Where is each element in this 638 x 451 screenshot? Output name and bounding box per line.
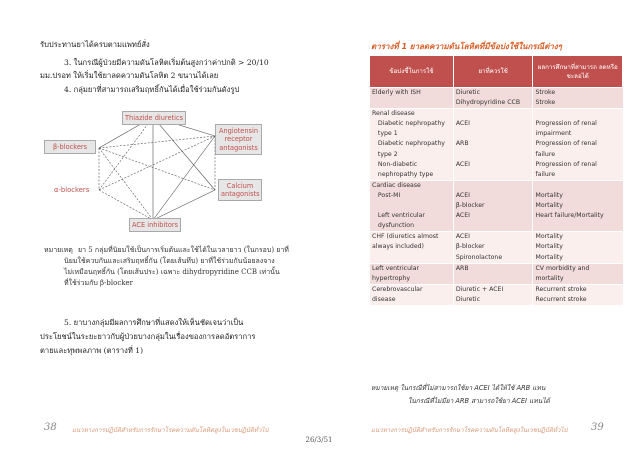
table-cell: disease xyxy=(370,295,454,305)
drug-combination-diagram xyxy=(40,108,286,234)
table-cell: Stroke xyxy=(533,88,623,99)
table-row xyxy=(370,295,623,305)
footer-text: แนวทางการปฏิบัติสำหรับการรักษาโรคความดันโลหิตสูงในเวชปฏิบัติทั่วไป xyxy=(371,427,568,434)
column-header: ข้อบ่งชี้ในการใช้ xyxy=(370,56,454,88)
table-body xyxy=(370,88,623,305)
beta-blockers-node: β-blockers xyxy=(44,140,96,154)
table-row xyxy=(370,109,623,120)
table-title: ตารางที่ 1 ยาลดความดันโลหิตที่มีข้อบ่งใช้ในกรณีต่างๆ xyxy=(371,42,562,51)
angiotensin-receptor-antagonists-node xyxy=(215,124,262,155)
table-cell: Stroke xyxy=(533,98,623,109)
table-cell: β-blocker xyxy=(453,242,533,252)
table-cell: ACEI xyxy=(453,211,533,221)
table-cell: Recurrent stroke xyxy=(533,295,623,305)
table-cell: nephropathy type xyxy=(370,170,454,181)
table-cell xyxy=(453,129,533,139)
paragraph-line: 5. ยาบางกลุ่มมีผลการศึกษาที่แสดงให้เห็นชัดเจนว่าเป็น xyxy=(64,318,244,327)
thiazide-diuretics-node: Thiazide diuretics xyxy=(122,111,186,125)
note-line: ที่ใช้ร่วมกับ β-blocker xyxy=(64,279,133,287)
table-cell xyxy=(453,274,533,285)
column-header: ผลการศึกษาที่สามารถ ลดหรือชะลอได้ xyxy=(533,56,623,88)
table-cell: Renal disease xyxy=(370,109,454,120)
table-header-row xyxy=(370,56,623,88)
table-cell: impairment xyxy=(533,129,623,139)
table-cell: ACEI xyxy=(453,191,533,201)
paragraph-line: 3. ในกรณีผู้ป่วยมีความดันโลหิตเริ่มต้นสูงกว่าค่าปกติ > 20/10 xyxy=(64,58,269,67)
table-cell: Elderly with ISH xyxy=(370,88,454,99)
table-cell xyxy=(370,201,454,211)
table-row xyxy=(370,191,623,201)
table-cell: Progression of renal xyxy=(533,139,623,149)
table-row xyxy=(370,232,623,243)
table-cell: Left ventricular xyxy=(370,211,454,221)
print-marker: 26/3/51 xyxy=(305,436,333,444)
table-note: ในกรณีที่ไม่มียา ARB สามารถใช้ยา ACEI แทนได้ xyxy=(408,397,550,405)
table-row xyxy=(370,284,623,295)
table-cell: failure xyxy=(533,170,623,181)
table-cell: Spironolactone xyxy=(453,253,533,264)
table-cell: Recurrent stroke xyxy=(533,284,623,295)
table-cell xyxy=(453,180,533,191)
table-cell: Mortality xyxy=(533,191,623,201)
table-note: หมายเหตุ ในกรณีที่ไม่สามารถใช้ยา ACEI ได้ให้ใช้ ARB แทน xyxy=(371,384,546,392)
table-cell: Progression of renal xyxy=(533,119,623,129)
table-row xyxy=(370,129,623,139)
paragraph-line: ตายและทุพพลภาพ (ตารางที่ 1) xyxy=(40,346,144,355)
table-cell: mortality xyxy=(533,274,623,285)
paragraph-line: ประโยชน์ในระยะยาวกับผู้ป่วยบางกลุ่มในเรื่องของการลดอัตราการ xyxy=(40,332,256,341)
calcium-antagonists-node xyxy=(218,179,262,201)
node-line: antagonists xyxy=(221,190,260,198)
table-cell: hypertrophy xyxy=(370,274,454,285)
ace-inhibitors-node: ACE inhibitors xyxy=(129,218,181,232)
table-row xyxy=(370,119,623,129)
table-cell: type 2 xyxy=(370,150,454,160)
table-row xyxy=(370,211,623,221)
table-cell: Progression of renal xyxy=(533,160,623,170)
table-row xyxy=(370,201,623,211)
table-cell: Left ventricular xyxy=(370,263,454,274)
table-cell: always included) xyxy=(370,242,454,252)
right-page xyxy=(319,0,638,451)
table-cell xyxy=(533,221,623,232)
table-cell: Dihydropyridine CCB xyxy=(453,98,533,109)
table-row xyxy=(370,88,623,99)
table-cell xyxy=(453,221,533,232)
node-line: receptor xyxy=(224,135,253,143)
table-cell xyxy=(453,109,533,120)
table-row xyxy=(370,263,623,274)
table-row xyxy=(370,253,623,264)
column-header: ยาที่ควรใช้ xyxy=(453,56,533,88)
table-cell xyxy=(453,170,533,181)
table-cell: ACEI xyxy=(453,119,533,129)
alpha-blockers-node: α-blockers xyxy=(54,186,90,194)
note-line: ยา 5 กลุ่มที่นิยมใช้เป็นการเริ่มต้นและใช้ได้ในเวลายาว (ในกรอบ) ยาที่ xyxy=(78,246,289,254)
table-cell: CHF (diuretics almost xyxy=(370,232,454,243)
table-cell: Diabetic nephropathy xyxy=(370,139,454,149)
table-cell xyxy=(370,253,454,264)
table-cell: Diuretic xyxy=(453,88,533,99)
node-line: antagonists xyxy=(219,143,258,152)
table-cell: Mortality xyxy=(533,201,623,211)
page-number: 38 xyxy=(44,422,57,433)
table-cell: Diuretic + ACEI xyxy=(453,284,533,295)
table-row xyxy=(370,160,623,170)
table-row xyxy=(370,98,623,109)
table-cell xyxy=(370,98,454,109)
table-cell: type 1 xyxy=(370,129,454,139)
table-cell: ACEI xyxy=(453,232,533,243)
table-cell xyxy=(453,150,533,160)
table-cell: Mortality xyxy=(533,232,623,243)
note-label: หมายเหตุ xyxy=(44,246,73,254)
table-row xyxy=(370,150,623,160)
paragraph-line: 4. กลุ่มยาที่สามารถเสริมฤทธิ์กันได้เมื่อใช้ร่วมกันดังรูป xyxy=(64,85,240,94)
paragraph-line: รับประทานยาได้ครบตามแพทย์สั่ง xyxy=(40,40,150,49)
table-cell xyxy=(533,109,623,120)
table-row xyxy=(370,242,623,252)
table-row xyxy=(370,170,623,181)
note-line: ไม่เหมือนฤทธิ์กัน (โดยเส้นประ) เฉพาะ dihydropyridine CCB เท่านั้น xyxy=(64,268,280,276)
table-cell: CV morbidity and xyxy=(533,263,623,274)
table-cell: ARB xyxy=(453,139,533,149)
table-row xyxy=(370,180,623,191)
table-cell xyxy=(533,180,623,191)
table-row xyxy=(370,274,623,285)
table-cell: Diabetic nephropathy xyxy=(370,119,454,129)
table-cell: Diuretic xyxy=(453,295,533,305)
paragraph-line: มม.ปรอท ให้เริ่มใช้ยาลดความดันโลหิต 2 ขนานได้เลย xyxy=(40,71,219,80)
table-cell: ARB xyxy=(453,263,533,274)
table-cell: Heart failure/Mortality xyxy=(533,211,623,221)
table-cell: Mortality xyxy=(533,242,623,252)
indication-table xyxy=(369,55,623,305)
table-cell: dysfunction xyxy=(370,221,454,232)
table-cell: Non-diabetic xyxy=(370,160,454,170)
table-cell: failure xyxy=(533,150,623,160)
table-cell: Cerebrovascular xyxy=(370,284,454,295)
table-cell: Post-MI xyxy=(370,191,454,201)
table-row xyxy=(370,139,623,149)
node-line: Angiotensin xyxy=(218,126,258,135)
note-line: นิยมใช้ควบกันและเสริมฤทธิ์กัน (โดยเส้นทึบ) ยาที่ใช้ร่วมกันน้อยลงจาง xyxy=(64,257,275,265)
page-number: 39 xyxy=(591,422,604,433)
node-line: Calcium xyxy=(226,181,254,190)
table-cell: Mortality xyxy=(533,253,623,264)
table-cell: β-blocker xyxy=(453,201,533,211)
table-cell: ACEI xyxy=(453,160,533,170)
table-row xyxy=(370,221,623,232)
table-cell: Cardiac disease xyxy=(370,180,454,191)
footer-text: แนวทางการปฏิบัติสำหรับการรักษาโรคความดันโลหิตสูงในเวชปฏิบัติทั่วไป xyxy=(72,427,269,434)
